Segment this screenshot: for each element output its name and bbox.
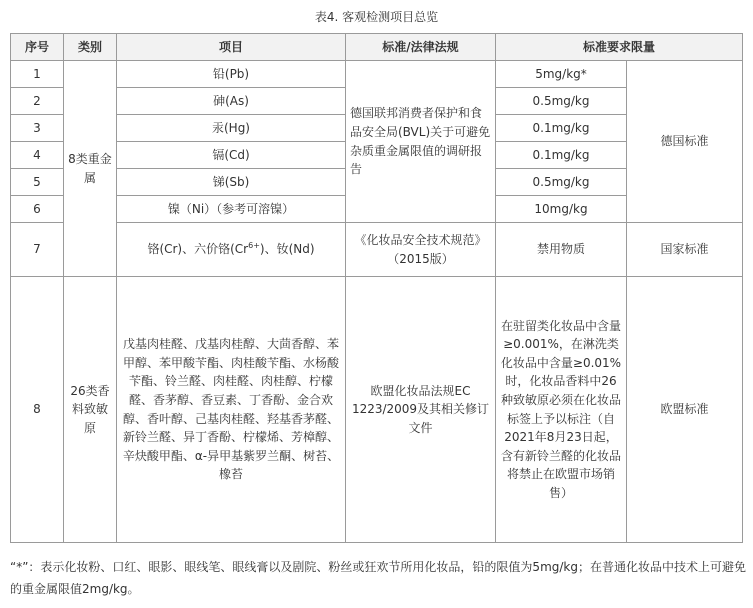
- row-no: 6: [11, 196, 64, 223]
- row-limit: 0.5mg/kg: [496, 169, 627, 196]
- category-fragrance-allergens: 26类香料致敏原: [64, 277, 117, 543]
- row-item: 戊基肉桂醛、戊基肉桂醇、大茴香醇、苯甲醇、苯甲酸苄酯、肉桂酸苄酯、水杨酸苄酯、铃兰醛、肉桂醛、肉桂醇、柠檬醛、香茅醇、香豆素、丁香酚、金合欢醇、香叶醇、己基肉桂醛、羟基香茅醛、新铃兰醛、异丁香酚、柠檬烯、芳樟醇、辛炔酸甲酯、α-异甲基紫罗兰酮、树苔、橡苔: [117, 277, 346, 543]
- row-no: 5: [11, 169, 64, 196]
- row7-item-superscript: 6+: [248, 241, 260, 251]
- table-caption: 表4. 客观检测项目总览: [314, 10, 439, 24]
- row-item: 汞(Hg): [117, 115, 346, 142]
- footnote: “*”：表示化妆粉、口红、眼影、眼线笔、眼线膏以及剧院、粉丝或狂欢节所用化妆品，铅的限值为5mg/kg；在普通化妆品中技术上可避免的重金属限值2mg/kg。: [10, 560, 746, 596]
- row-limit: 0.5mg/kg: [496, 88, 627, 115]
- row-item: 锑(Sb): [117, 169, 346, 196]
- header-standard: 标准/法律法规: [346, 34, 496, 61]
- row-limit: 在驻留类化妆品中含量≥0.001%，在淋洗类化妆品中含量≥0.01%时，化妆品香料中26种致敏原必须在化妆品标签上予以标注（自2021年8月23日起，含有新铃兰醛的化妆品将禁止在欧盟市场销售）: [496, 277, 627, 543]
- header-row: [11, 34, 743, 61]
- header-category: 类别: [64, 34, 117, 61]
- row-item: [117, 223, 346, 277]
- row-limit: 5mg/kg*: [496, 61, 627, 88]
- row-item: 砷(As): [117, 88, 346, 115]
- row-no: 2: [11, 88, 64, 115]
- row-limit: 禁用物质: [496, 223, 627, 277]
- standard-eu-regulation: 欧盟化妆品法规EC 1223/2009及其相关修订文件: [346, 277, 496, 543]
- table-row: [11, 61, 743, 88]
- detection-items-table: [10, 33, 743, 543]
- row-no: 1: [11, 61, 64, 88]
- row-item: 镍（Ni）（参考可溶镍）: [117, 196, 346, 223]
- row-limit: 0.1mg/kg: [496, 142, 627, 169]
- region-germany: 德国标准: [627, 61, 743, 223]
- row-limit: 0.1mg/kg: [496, 115, 627, 142]
- table-row: [11, 277, 743, 543]
- header-no: 序号: [11, 34, 64, 61]
- row-limit: 10mg/kg: [496, 196, 627, 223]
- row-item: 铅(Pb): [117, 61, 346, 88]
- region-national: 国家标准: [627, 223, 743, 277]
- category-heavy-metals: 8类重金属: [64, 61, 117, 277]
- row7-item-suffix: )、钕(Nd): [259, 242, 315, 257]
- standard-cosmetics-safety: 《化妆品安全技术规范》（2015版）: [346, 223, 496, 277]
- table-row: [11, 223, 743, 277]
- standard-bvl: 德国联邦消费者保护和食品安全局(BVL)关于可避免杂质重金属限值的调研报告: [346, 61, 496, 223]
- region-eu: 欧盟标准: [627, 277, 743, 543]
- row7-item-prefix: 铬(Cr)、六价铬(Cr: [147, 242, 249, 257]
- row-no: 4: [11, 142, 64, 169]
- row-no: 3: [11, 115, 64, 142]
- row-no: 8: [11, 277, 64, 543]
- row-no: 7: [11, 223, 64, 277]
- header-item: 项目: [117, 34, 346, 61]
- header-limit: 标准要求限量: [496, 34, 743, 61]
- row-item: 镉(Cd): [117, 142, 346, 169]
